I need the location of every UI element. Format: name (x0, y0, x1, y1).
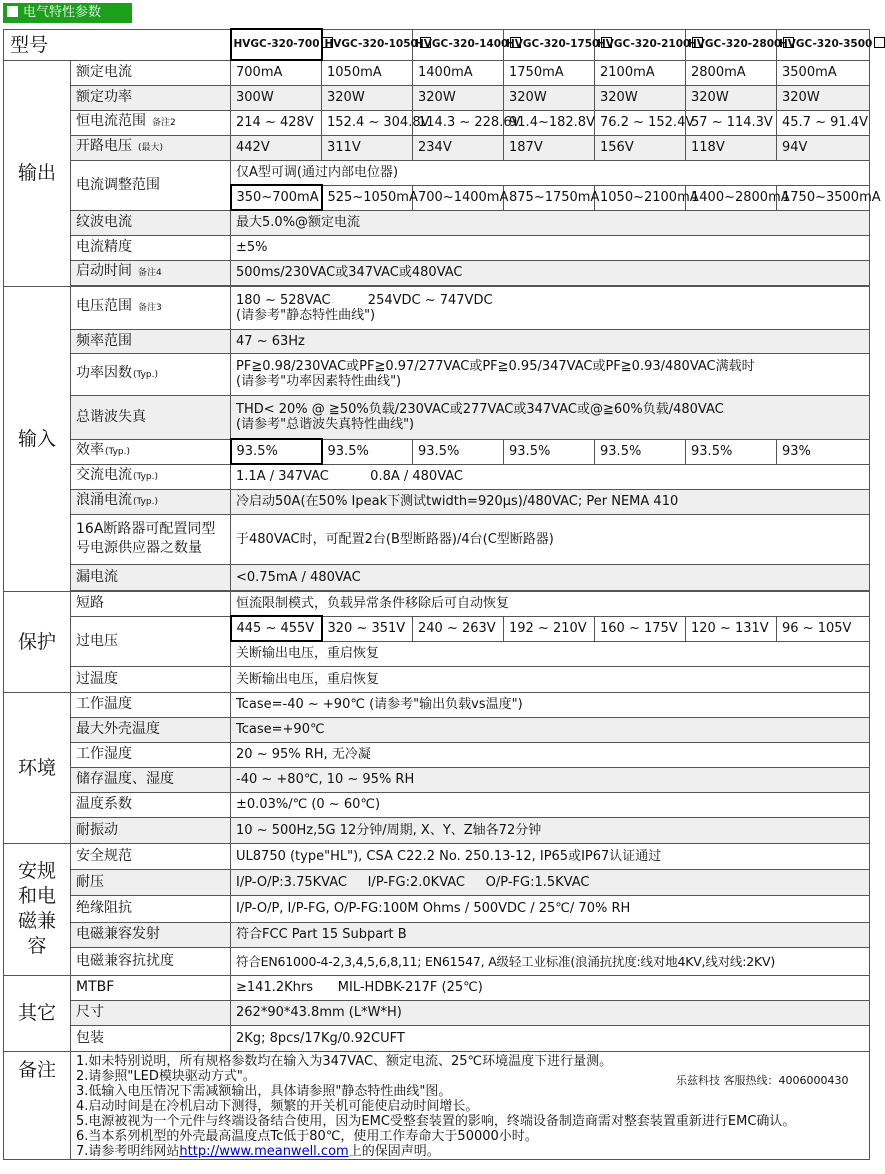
value-cell: 262*90*43.8mm (L*W*H) (231, 1000, 870, 1025)
value-cell: 符合EN61000-4-2,3,4,5,6,8,11; EN61547, A级轻工业标准(浪涌抗扰度:线对地4KV,线对线:2KV) (231, 947, 870, 975)
value-cell: 最大5.0%@额定电流 (231, 210, 870, 235)
row-cc-range (4, 110, 870, 135)
row-mtbf (4, 975, 870, 1000)
value-cell: 320W (322, 85, 413, 110)
section-header-title: 电气特性参数 (23, 5, 102, 20)
row-label: 开路电压 (最大) (71, 135, 231, 160)
value-cell: 114.3 ~ 228.6V (413, 110, 504, 135)
row-label: 绝缘阻抗 (71, 895, 231, 922)
row-vibration (4, 817, 870, 843)
row-label: 温度系数 (71, 792, 231, 817)
model-cell: HVGC-320-1400 (413, 29, 504, 60)
value-cell: 关断输出电压，重启恢复 (231, 641, 870, 666)
value-cell: PF≧0.98/230VAC或PF≧0.97/277VAC或PF≧0.95/347VAC或PF≧0.93/480VAC满载时 (请参考"功率因素特性曲线") (231, 353, 870, 395)
row-short-circuit (4, 591, 870, 616)
row-safety-standards (4, 843, 870, 869)
value-cell: I/P-O/P, I/P-FG, O/P-FG:100M Ohms / 500VDC / 25℃/ 70% RH (231, 895, 870, 922)
row-humidity (4, 742, 870, 767)
value-cell: 240 ~ 263V (413, 616, 504, 641)
row-label: 浪涌电流(Typ.) (71, 489, 231, 514)
value-cell: 234V (413, 135, 504, 160)
value-cell: 3500mA (777, 60, 870, 85)
row-leakage (4, 564, 870, 590)
square-icon (7, 6, 18, 17)
row-label: 电磁兼容抗扰度 (71, 947, 231, 975)
value-cell: 214 ~ 428V (231, 110, 322, 135)
model-cell: HVGC-320-1050 (322, 29, 413, 60)
row-notes (4, 1051, 870, 1159)
value-cell: 94V (777, 135, 870, 160)
checkbox-icon[interactable] (874, 37, 885, 48)
value-cell: ±0.03%/℃ (0 ~ 60℃) (231, 792, 870, 817)
section-safety-emc: 安规和电磁兼容 (4, 843, 71, 975)
value-cell: 1750mA (504, 60, 595, 85)
model-row (4, 29, 870, 60)
value-cell: 180 ~ 528VAC 254VDC ~ 747VDC (请参考"静态特性曲线") (231, 286, 870, 329)
row-emc-immunity (4, 947, 870, 975)
value-cell: 93.5% (504, 439, 595, 464)
model-label: 型号 (4, 29, 231, 60)
value-cell: 192 ~ 210V (504, 616, 595, 641)
row-label: 短路 (71, 591, 231, 616)
model-cell: HVGC-320-2100 (595, 29, 686, 60)
value-cell: 47 ~ 63Hz (231, 329, 870, 353)
row-breaker (4, 514, 870, 564)
row-label: 过电压 (71, 616, 231, 666)
value-cell: 160 ~ 175V (595, 616, 686, 641)
row-label: 启动时间 备注4 (71, 260, 231, 285)
row-label: 储存温度、湿度 (71, 767, 231, 792)
row-label: 漏电流 (71, 564, 231, 590)
value-cell: 10 ~ 500Hz,5G 12分钟/周期, X、Y、Z轴各72分钟 (231, 817, 870, 843)
value-cell: 1050~2100mA (595, 185, 686, 210)
row-accuracy (4, 235, 870, 260)
row-label: 过温度 (71, 666, 231, 692)
row-over-temp (4, 666, 870, 692)
row-label: 交流电流(Typ.) (71, 464, 231, 489)
row-ac-current (4, 464, 870, 489)
note-line: 1.如未特别说明，所有规格参数均在输入为347VAC、额定电流、25℃环境温度下进行量测。 (76, 1053, 613, 1069)
value-cell: 2800mA (686, 60, 777, 85)
value-cell: 76.2 ~ 152.4V (595, 110, 686, 135)
value-cell: <0.75mA / 480VAC (231, 564, 870, 590)
row-label: MTBF (71, 975, 231, 1000)
model-cell: HVGC-320-2800 (686, 29, 777, 60)
row-voltage-range (4, 286, 870, 329)
row-label: 纹波电流 (71, 210, 231, 235)
row-label: 耐振动 (71, 817, 231, 843)
value-cell: 300W (231, 85, 322, 110)
value-cell: 45.7 ~ 91.4V (777, 110, 870, 135)
value-cell: 93% (777, 439, 870, 464)
value-cell: 311V (322, 135, 413, 160)
note-line: 7.请参考明纬网站http://www.meanwell.com上的保固声明。 (76, 1143, 440, 1159)
row-label: 电流精度 (71, 235, 231, 260)
value-cell: 93.5% (595, 439, 686, 464)
value-cell: 120 ~ 131V (686, 616, 777, 641)
row-label: 电磁兼容发射 (71, 922, 231, 947)
value-cell: 93.5% (231, 439, 322, 464)
value-cell: 320W (686, 85, 777, 110)
value-cell: 152.4 ~ 304.8V (322, 110, 413, 135)
model-cell: HVGC-320-700 (231, 29, 322, 60)
value-cell: 500ms/230VAC或347VAC或480VAC (231, 260, 870, 285)
row-label: 工作湿度 (71, 742, 231, 767)
row-isolation (4, 895, 870, 922)
section-protection: 保护 (4, 591, 71, 692)
value-cell: 700mA (231, 60, 322, 85)
row-max-case (4, 717, 870, 742)
value-cell: 20 ~ 95% RH, 无冷凝 (231, 742, 870, 767)
row-rated-power (4, 85, 870, 110)
row-label: 16A断路器可配置同型 号电源供应器之数量 (71, 514, 231, 564)
value-cell: 57 ~ 114.3V (686, 110, 777, 135)
value-cell: -40 ~ +80℃, 10 ~ 95% RH (231, 767, 870, 792)
row-inrush (4, 489, 870, 514)
note-line: 3.低输入电压情况下需减额输出，具体请参照"静态特性曲线"图。 (76, 1083, 452, 1099)
note-line: 6.当本系列机型的外壳最高温度点Tc低于80℃，使用工作寿命大于50000小时。 (76, 1128, 538, 1144)
model-cell: HVGC-320-1750 (504, 29, 595, 60)
value-cell: 2100mA (595, 60, 686, 85)
value-cell: ±5% (231, 235, 870, 260)
row-label: 功率因数(Typ.) (71, 353, 231, 395)
value-cell: 700~1400mA (413, 185, 504, 210)
row-setup (4, 260, 870, 285)
value-cell: 仅A型可调(通过内部电位器) (231, 160, 870, 185)
row-label: 工作温度 (71, 692, 231, 717)
model-cell: HVGC-320-3500 (777, 29, 870, 60)
value-cell: 156V (595, 135, 686, 160)
row-open-circuit (4, 135, 870, 160)
row-working-temp (4, 692, 870, 717)
row-packing (4, 1025, 870, 1051)
row-dimension (4, 1000, 870, 1025)
row-power-factor (4, 353, 870, 395)
row-label: 恒电流范围 备注2 (71, 110, 231, 135)
note-line: 5.电源被视为一个元件与终端设备结合使用，因为EMC受整套装置的影响，终端设备制造商需对整套装置重新进行EMC确认。 (76, 1113, 796, 1129)
value-cell: 442V (231, 135, 322, 160)
value-cell: 恒流限制模式，负载异常条件移除后可自动恢复 (231, 591, 870, 616)
section-output: 输出 (4, 60, 71, 286)
row-rated-current (4, 60, 870, 85)
row-label: 额定功率 (71, 85, 231, 110)
value-cell: 320W (413, 85, 504, 110)
section-notes: 备注 (4, 1051, 71, 1159)
section-others: 其它 (4, 975, 71, 1051)
row-over-voltage (4, 616, 870, 641)
row-withstand (4, 869, 870, 895)
row-storage (4, 767, 870, 792)
value-cell: UL8750 (type"HL"), CSA C22.2 No. 250.13-12, IP65或IP67认证通过 (231, 843, 870, 869)
value-cell: 320W (777, 85, 870, 110)
row-thd (4, 395, 870, 439)
row-ripple (4, 210, 870, 235)
value-cell: 187V (504, 135, 595, 160)
note-line: 2.请参照"LED模块驱动方式"。 (76, 1068, 256, 1084)
row-label: 最大外壳温度 (71, 717, 231, 742)
value-cell: 93.5% (413, 439, 504, 464)
value-cell: 91.4~182.8V (504, 110, 595, 135)
value-cell: 冷启动50A(在50% Ipeak下测试twidth=920µs)/480VAC; Per NEMA 410 (231, 489, 870, 514)
value-cell: 350~700mA (231, 185, 322, 210)
website-link[interactable]: http://www.meanwell.com (179, 1143, 349, 1159)
value-cell: 于480VAC时，可配置2台(B型断路器)/4台(C型断路器) (231, 514, 870, 564)
value-cell: 525~1050mA (322, 185, 413, 210)
notes-cell (71, 1051, 870, 1159)
note-line: 4.启动时间是在冷机启动下测得，频繁的开关机可能使启动时间增长。 (76, 1098, 479, 1114)
value-cell: 320W (504, 85, 595, 110)
value-cell: 320 ~ 351V (322, 616, 413, 641)
row-frequency (4, 329, 870, 353)
value-cell: 符合FCC Part 15 Subpart B (231, 922, 870, 947)
row-label: 电流调整范围 (71, 160, 231, 210)
value-cell: 875~1750mA (504, 185, 595, 210)
row-label: 安全规范 (71, 843, 231, 869)
row-label: 额定电流 (71, 60, 231, 85)
hotline-text: 乐兹科技 客服热线：4006000430 (676, 1074, 849, 1087)
row-efficiency (4, 439, 870, 464)
row-label: 效率(Typ.) (71, 439, 231, 464)
value-cell: 118V (686, 135, 777, 160)
row-emc-emission (4, 922, 870, 947)
row-label: 耐压 (71, 869, 231, 895)
row-label: 频率范围 (71, 329, 231, 353)
value-cell: ≥141.2Khrs MIL-HDBK-217F (25℃) (231, 975, 870, 1000)
value-cell: Tcase=-40 ~ +90℃ (请参考"输出负载vs温度") (231, 692, 870, 717)
row-label: 尺寸 (71, 1000, 231, 1025)
value-cell: 2Kg; 8pcs/17Kg/0.92CUFT (231, 1025, 870, 1051)
row-label: 电压范围 备注3 (71, 286, 231, 329)
spec-table (3, 28, 881, 1160)
row-label: 包装 (71, 1025, 231, 1051)
value-cell: 关断输出电压，重启恢复 (231, 666, 870, 692)
row-label: 总谐波失真 (71, 395, 231, 439)
section-input: 输入 (4, 286, 71, 591)
value-cell: 1400~2800mA (686, 185, 777, 210)
row-current-adj-note (4, 160, 870, 185)
value-cell: Tcase=+90℃ (231, 717, 870, 742)
section-environment: 环境 (4, 692, 71, 843)
value-cell: I/P-O/P:3.75KVAC I/P-FG:2.0KVAC O/P-FG:1.5KVAC (231, 869, 870, 895)
value-cell: 96 ~ 105V (777, 616, 870, 641)
section-header (3, 3, 132, 23)
value-cell: 1.1A / 347VAC 0.8A / 480VAC (231, 464, 870, 489)
value-cell: 93.5% (322, 439, 413, 464)
row-temp-coef (4, 792, 870, 817)
value-cell: 1400mA (413, 60, 504, 85)
value-cell: 320W (595, 85, 686, 110)
value-cell: 1750~3500mA (777, 185, 870, 210)
value-cell: 93.5% (686, 439, 777, 464)
value-cell: 1050mA (322, 60, 413, 85)
value-cell: THD< 20% @ ≧50%负载/230VAC或277VAC或347VAC或@≧60%负载/480VAC (请参考"总谐波失真特性曲线") (231, 395, 870, 439)
value-cell: 445 ~ 455V (231, 616, 322, 641)
